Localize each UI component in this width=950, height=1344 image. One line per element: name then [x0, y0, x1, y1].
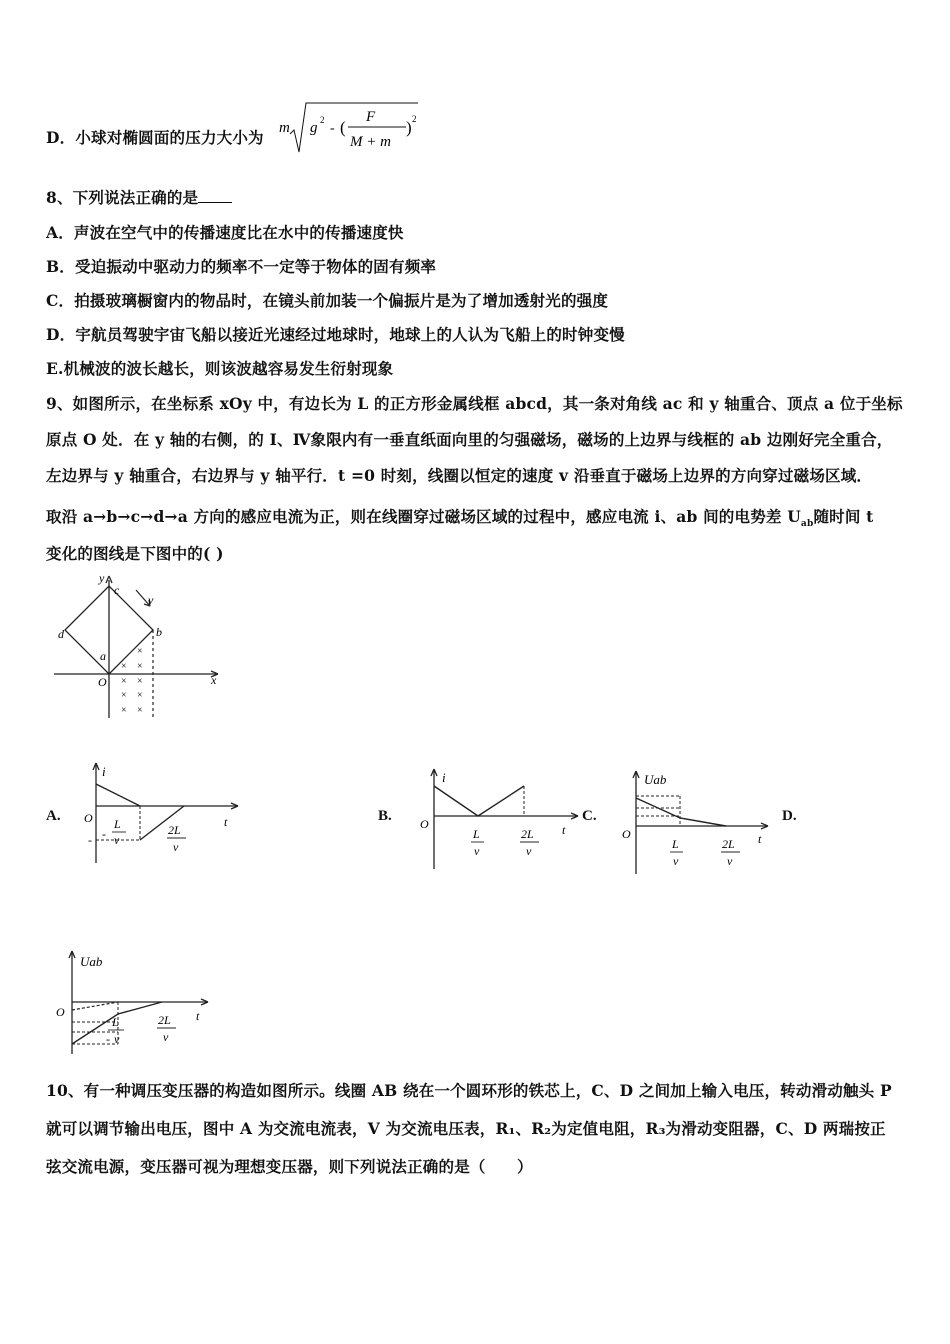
q8-stem — [46, 186, 232, 208]
q7-option-d-text: D．小球对椭圆面的压力大小为 — [46, 128, 264, 147]
graph-b-i: i — [442, 770, 446, 785]
svg-text:×: × — [121, 676, 127, 687]
svg-text:-: - — [102, 827, 106, 841]
svg-text:v: v — [474, 844, 480, 858]
formula-numerator: F — [366, 109, 376, 125]
q9-figure — [40, 570, 230, 720]
graph-c-uab: Uab — [644, 772, 667, 787]
q9-option-c-label[interactable]: C. — [582, 808, 597, 824]
q9-line-2: 原点 O 处．在 y 轴的右侧，的 I、Ⅳ象限内有一垂直纸面向里的匀强磁场，磁场的上边界与线框的 ab 边刚好完全重合， — [46, 430, 893, 449]
q10-line-1: 10、有一种调压变压器的构造如图所示。线圈 AB 绕在一个圆环形的铁芯上，C、D 之间加上输入电压，转动滑动触头 P — [46, 1081, 892, 1100]
svg-text:×: × — [121, 705, 127, 716]
graph-a-i: i — [102, 764, 106, 779]
graph-d-t: t — [196, 1009, 200, 1023]
label-v: v — [148, 593, 154, 607]
graph-d-o: O — [56, 1005, 65, 1019]
field-crosses — [121, 646, 143, 716]
label-x: x — [211, 673, 217, 687]
svg-text:2L: 2L — [158, 1013, 171, 1027]
graph-b-t: t — [562, 823, 566, 837]
svg-text:v: v — [727, 854, 733, 868]
graph-a-segment-1 — [96, 784, 140, 806]
svg-text:L: L — [473, 827, 480, 841]
graph-a-t: t — [224, 815, 228, 829]
q9-option-d-label[interactable]: D. — [782, 808, 797, 824]
graph-c-t: t — [758, 832, 762, 846]
formula-rparen: ) — [406, 118, 412, 137]
formula-denominator: M + m — [350, 134, 391, 150]
q8-option-d: D．宇航员驾驶宇宙飞船以接近光速经过地球时，地球上的人认为飞船上的时钟变慢 — [46, 325, 625, 344]
svg-text:-: - — [106, 1032, 110, 1046]
svg-text:×: × — [137, 661, 143, 672]
q8-option-a: A．声波在空气中的传播速度比在水中的传播速度快 — [46, 223, 404, 242]
svg-text:×: × — [137, 690, 143, 701]
svg-text:×: × — [137, 705, 143, 716]
svg-text:v: v — [673, 854, 679, 868]
graph-b-line — [434, 786, 524, 816]
formula-exp-2: 2 — [412, 114, 417, 124]
q10-line-3: 弦交流电源，变压器可视为理想变压器，则下列说法正确的是（ ） — [46, 1157, 533, 1176]
svg-text:×: × — [121, 690, 127, 701]
svg-text:v: v — [114, 833, 120, 847]
svg-text:v: v — [173, 840, 179, 854]
svg-text:L: L — [114, 817, 121, 831]
formula-minus: - — [330, 121, 335, 136]
graph-a-o: O — [84, 811, 93, 825]
q7-option-d — [46, 126, 264, 148]
graph-d-uab: Uab — [80, 954, 103, 969]
q8-option-b: B．受迫振动中驱动力的频率不一定等于物体的固有频率 — [46, 257, 437, 276]
formula-m: m — [279, 120, 290, 136]
q10-line-2: 就可以调节输出电压，图中 A 为交流电流表，V 为交流电压表，R₁、R₂为定值电阻，R₃为滑动变阻器，C、D 两瑞按正 — [46, 1119, 886, 1138]
svg-text:×: × — [121, 661, 127, 672]
formula-g: g — [310, 120, 318, 136]
q9-line-4-tail: 随时间 t — [813, 507, 874, 526]
q9-line-4 — [46, 505, 874, 529]
q8-stem-text: 8、下列说法正确的是 — [46, 188, 199, 207]
q9-line-5: 变化的图线是下图中的( ) — [46, 544, 224, 563]
label-a: a — [100, 649, 106, 663]
q9-graph-a[interactable] — [78, 758, 248, 868]
svg-text:v: v — [526, 844, 532, 858]
q8-blank — [198, 188, 232, 203]
formula-exp-1: 2 — [320, 115, 325, 125]
graph-c-o: O — [622, 827, 631, 841]
label-c: c — [114, 583, 120, 597]
svg-text:2L: 2L — [722, 837, 735, 851]
graph-b-o: O — [420, 817, 429, 831]
label-o: O — [98, 675, 107, 689]
svg-text:L: L — [672, 837, 679, 851]
q9-graph-b[interactable] — [408, 764, 583, 874]
q9-uab-subscript: ab — [800, 519, 814, 530]
svg-text:v: v — [163, 1030, 169, 1044]
svg-text:v: v — [114, 1032, 120, 1046]
svg-text:L: L — [112, 1015, 119, 1029]
q9-option-b-label[interactable]: B. — [378, 808, 392, 824]
q8-option-e: E.机械波的波长越长，则该波越容易发生衍射现象 — [46, 359, 394, 378]
q9-line-1: 9、如图所示，在坐标系 xOy 中，有边长为 L 的正方形金属线框 abcd，其一条对角线 ac 和 y 轴重合、顶点 a 位于坐标 — [46, 394, 903, 413]
label-d: d — [58, 627, 64, 641]
svg-text:2L: 2L — [521, 827, 534, 841]
svg-text:-: - — [88, 833, 92, 847]
q9-line-3: 左边界与 y 轴重合，右边界与 y 轴平行．t =0 时刻，线圈以恒定的速度 v 沿垂直于磁场上边界的方向穿过磁场区域． — [46, 466, 873, 485]
q8-option-c: C．拍摄玻璃橱窗内的物品时，在镜头前加装一个偏振片是为了增加透射光的强度 — [46, 291, 609, 310]
label-y: y — [99, 571, 105, 585]
q9-line-4-text: 取沿 a→b→c→d→a 方向的感应电流为正，则在线圈穿过磁场区域的过程中，感应电流 i、ab 间的电势差 U — [46, 507, 801, 526]
svg-text:2L: 2L — [168, 823, 181, 837]
graph-c-line — [636, 798, 726, 826]
q9-graph-c[interactable] — [616, 764, 774, 876]
label-b: b — [156, 625, 162, 639]
formula-lparen: ( — [340, 118, 346, 137]
q9-graph-d[interactable] — [50, 944, 215, 1056]
svg-text:×: × — [137, 646, 143, 657]
svg-text:×: × — [137, 676, 143, 687]
q9-option-a-label[interactable]: A. — [46, 808, 61, 824]
q7-formula — [276, 98, 426, 156]
